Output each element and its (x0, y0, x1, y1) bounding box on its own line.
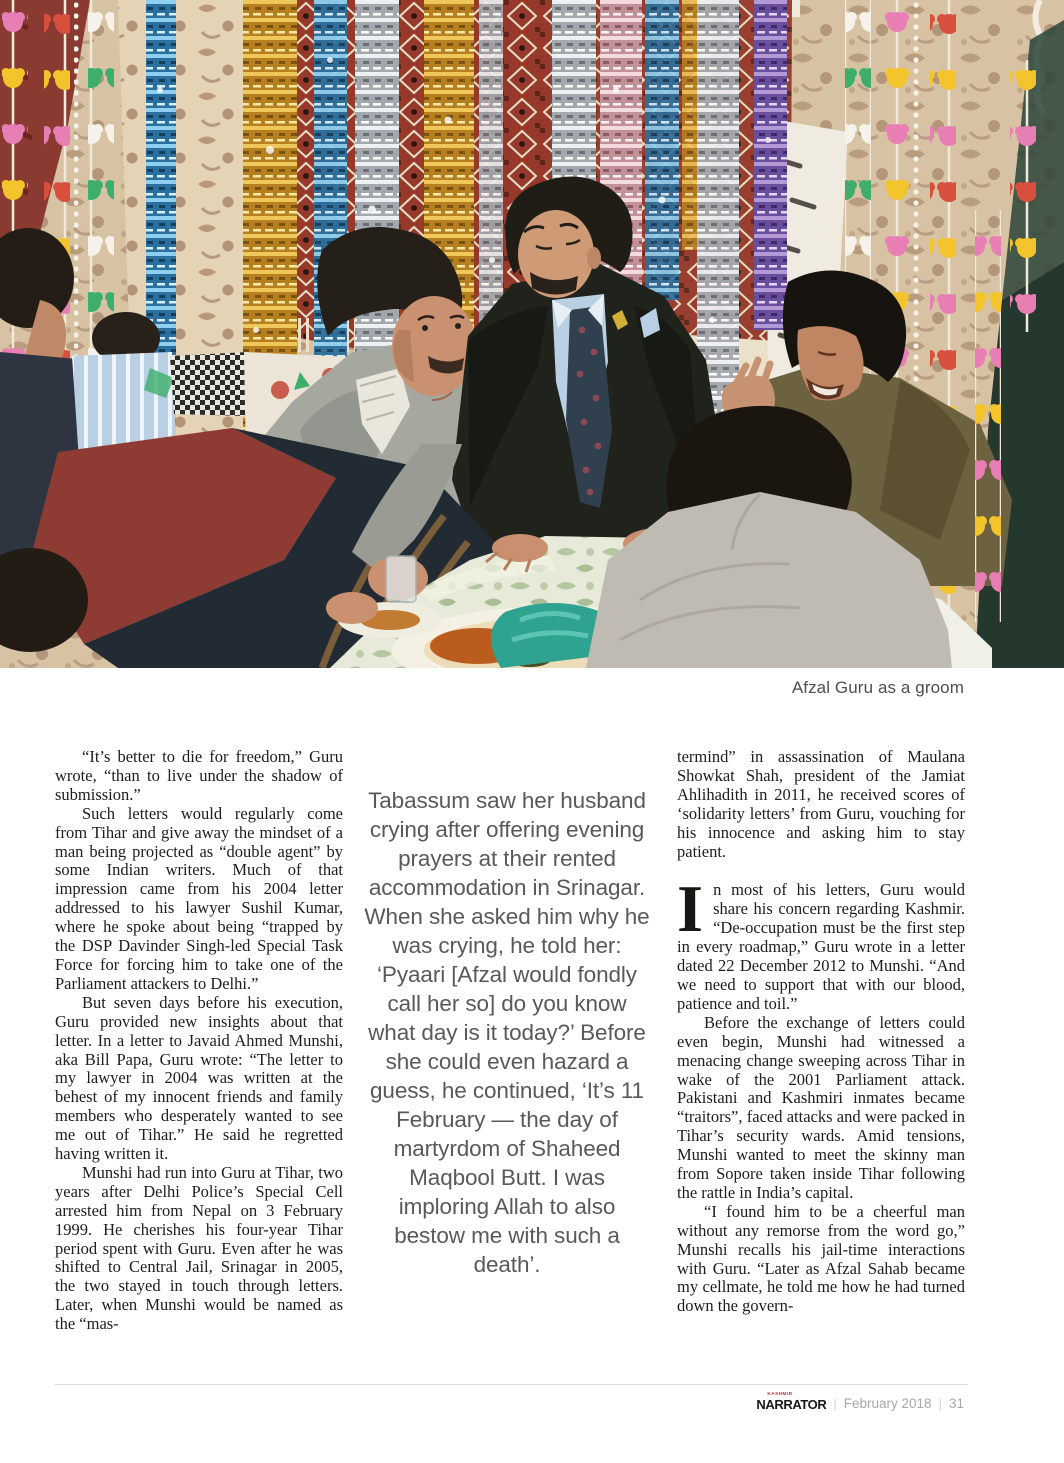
body-paragraph: But seven days before his execution, Guru provided new insights about that letter. In a letter to Javaid Ahmed Munshi, aka Bill Papa, Guru wrote: “The letter to my lawyer in 2004 was written at the behest of my innocent friends and family members who desperately wanted to see me out of Tihar.” He said he regretted having written it. (55, 992, 343, 1164)
footer-separator: | (833, 1395, 837, 1411)
body-paragraph: Munshi had run into Guru at Tihar, two years after Delhi Police’s Special Cell arrested him from Nepal on 3 February 1999. He cherishes his four-year Tihar period spent with Guru. Even after he was shifted to Central Jail, Srinagar in 2005, the two stayed in touch through letters. Later, when Munshi would be named as the “mas- (55, 1162, 343, 1334)
footer-rule (55, 1384, 968, 1385)
magazine-logo (756, 1391, 827, 1412)
body-paragraph: Before the exchange of letters could even begin, Munshi had witnessed a menacing change sweeping across Tihar in wake of the 2001 Parliament attack. Pakistani and Kashmiri inmates became “traitors”, faced attacks and were packed in Tihar’s security wards. Amid tensions, Munshi wanted to meet the skinny man from Sopore taken inside Tihar following the rattle in India’s capital. (677, 1012, 965, 1202)
issue-date: February 2018 (843, 1395, 932, 1411)
magazine-logo-kicker: KASHMIR (767, 1391, 793, 1396)
article-column-3 (677, 748, 965, 1316)
body-paragraph-dropcap (677, 872, 965, 1013)
magazine-logo-wordmark: NARRATOR (756, 1397, 827, 1412)
photo-caption: Afzal Guru as a groom (791, 678, 964, 697)
body-paragraph: “It’s better to die for freedom,” Guru wrote, “than to live under the shadow of submission.” (55, 747, 343, 804)
pull-quote: Tabassum saw her husband crying after offering evening prayers at their rented accommodation in Srinagar. When she asked him why he was crying, he told her: ‘Pyaari [Afzal would fondly call her so] do you know what day is it today?’ Before she could even hazard a guess, he continued, ‘It’s 11 February — the day of martyrdom of Shaheed Maqbool Butt. I was imploring Allah to also bestow me with such a death’. (364, 788, 650, 1277)
body-text: n most of his letters, Guru would share his concern regarding Kashmir. “De-occupation must be the first step in every roadmap,” Guru wrote in a letter dated 22 December 2012 to Munshi. “And we need to support that with our blood, patience and toil.” (677, 880, 965, 1013)
body-paragraph: “I found him to be a cheerful man without any remorse from the word go,” Munshi recalls his jail-time interactions with Guru. “Later as Afzal Sahab became my cellmate, he told me how he had turned down the govern- (677, 1201, 965, 1316)
wedding-photo (0, 0, 1064, 668)
article-column-1 (55, 748, 343, 1334)
drop-cap: I (677, 872, 704, 947)
page-footer (756, 1391, 964, 1412)
wedding-photo-graphic (0, 0, 1064, 668)
footer-separator: | (938, 1395, 942, 1411)
body-paragraph: Such letters would regularly come from Tihar and give away the mindset of a man being projected as “double agent” by some Indian writers. Much of that impression came from his 2004 letter addressed to his lawyer Sushil Kumar, where he spoke about being “trapped by the DSP Davinder Singh-led Special Task Force for forcing him to take one of the Parliament attackers to Delhi.” (55, 803, 343, 993)
body-paragraph: termind” in assassination of Maulana Showkat Shah, president of the Jamiat Ahlihadith in 2011, he received scores of ‘solidarity letters’ from Guru, vouching for his innocence and asking him to stay patient. (677, 747, 965, 861)
page-number: 31 (948, 1395, 964, 1411)
